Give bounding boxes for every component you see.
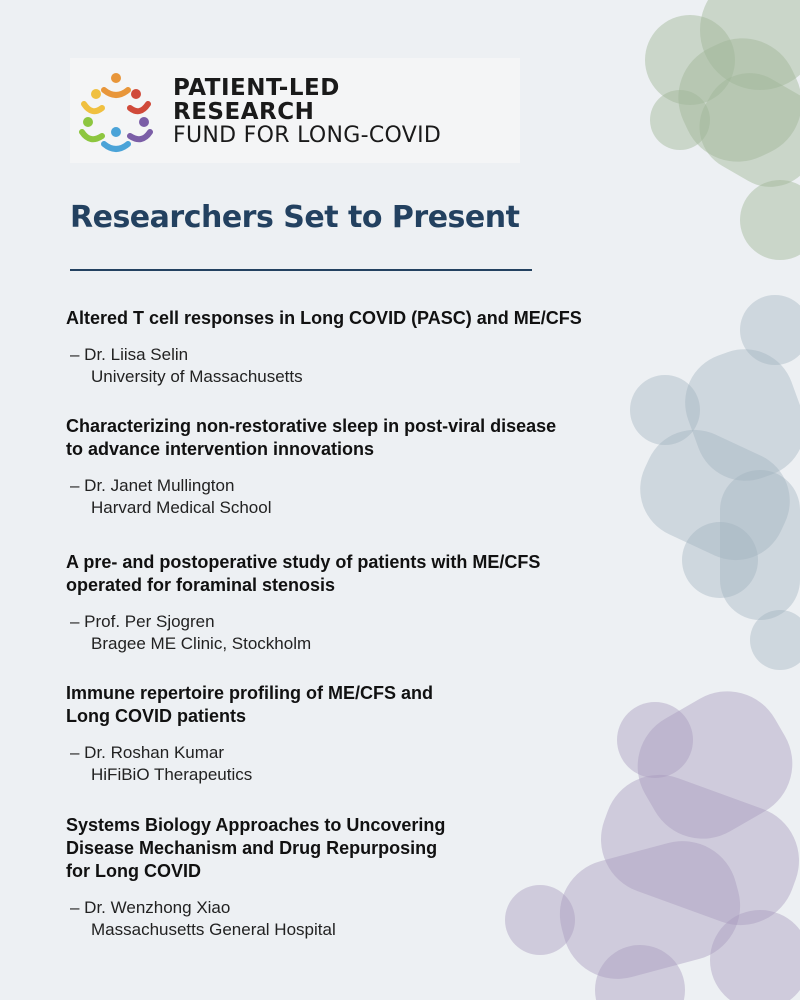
presenter-institution: Harvard Medical School <box>91 498 272 517</box>
presenter-institution: Massachusetts General Hospital <box>91 920 336 939</box>
presenter-byline <box>70 475 626 519</box>
page-title: Researchers Set to Present <box>70 200 520 235</box>
presentation-title: Characterizing non-restorative sleep in post-viral disease to advance intervention innovations <box>66 416 557 459</box>
presenter-name: – Dr. Wenzhong Xiao <box>70 898 231 917</box>
wordmark-line-2: RESEARCH <box>173 99 315 125</box>
presenter-name: – Dr. Janet Mullington <box>70 476 235 495</box>
presentation-item <box>66 415 626 519</box>
presenter-institution: University of Massachusetts <box>91 367 303 386</box>
organization-wordmark <box>173 76 441 148</box>
presenter-name: – Dr. Liisa Selin <box>70 345 189 364</box>
people-circle-logo-icon <box>78 70 158 155</box>
presentation-title: A pre- and postoperative study of patients with ME/CFS operated for foraminal stenosis <box>66 552 541 595</box>
wordmark-line-3: FUND FOR LONG-COVID <box>173 123 442 148</box>
blue-gray-blob-shapes <box>624 295 800 670</box>
presentation-title: Systems Biology Approaches to Uncovering Disease Mechanism and Drug Repurposing for Long COVID <box>66 815 446 881</box>
wordmark-line-1: PATIENT-LED <box>173 75 340 101</box>
presentation-item <box>66 307 626 388</box>
presentation-item <box>66 551 626 655</box>
green-blob-shapes <box>645 0 800 260</box>
presenter-institution: HiFiBiO Therapeutics <box>91 765 253 784</box>
presenter-name: – Dr. Roshan Kumar <box>70 743 225 762</box>
title-underline-divider <box>70 269 532 271</box>
presenter-byline <box>70 344 626 388</box>
presenter-institution: Bragee ME Clinic, Stockholm <box>91 634 312 653</box>
presenter-byline <box>70 897 626 941</box>
presentation-item <box>66 682 626 786</box>
presenter-byline <box>70 742 626 786</box>
presentation-title: Immune repertoire profiling of ME/CFS and Long COVID patients <box>66 683 434 726</box>
presenter-name: – Prof. Per Sjogren <box>70 612 215 631</box>
presenter-byline <box>70 611 626 655</box>
presentation-item <box>66 814 626 941</box>
presentation-title: Altered T cell responses in Long COVID (PASC) and ME/CFS <box>66 308 582 328</box>
